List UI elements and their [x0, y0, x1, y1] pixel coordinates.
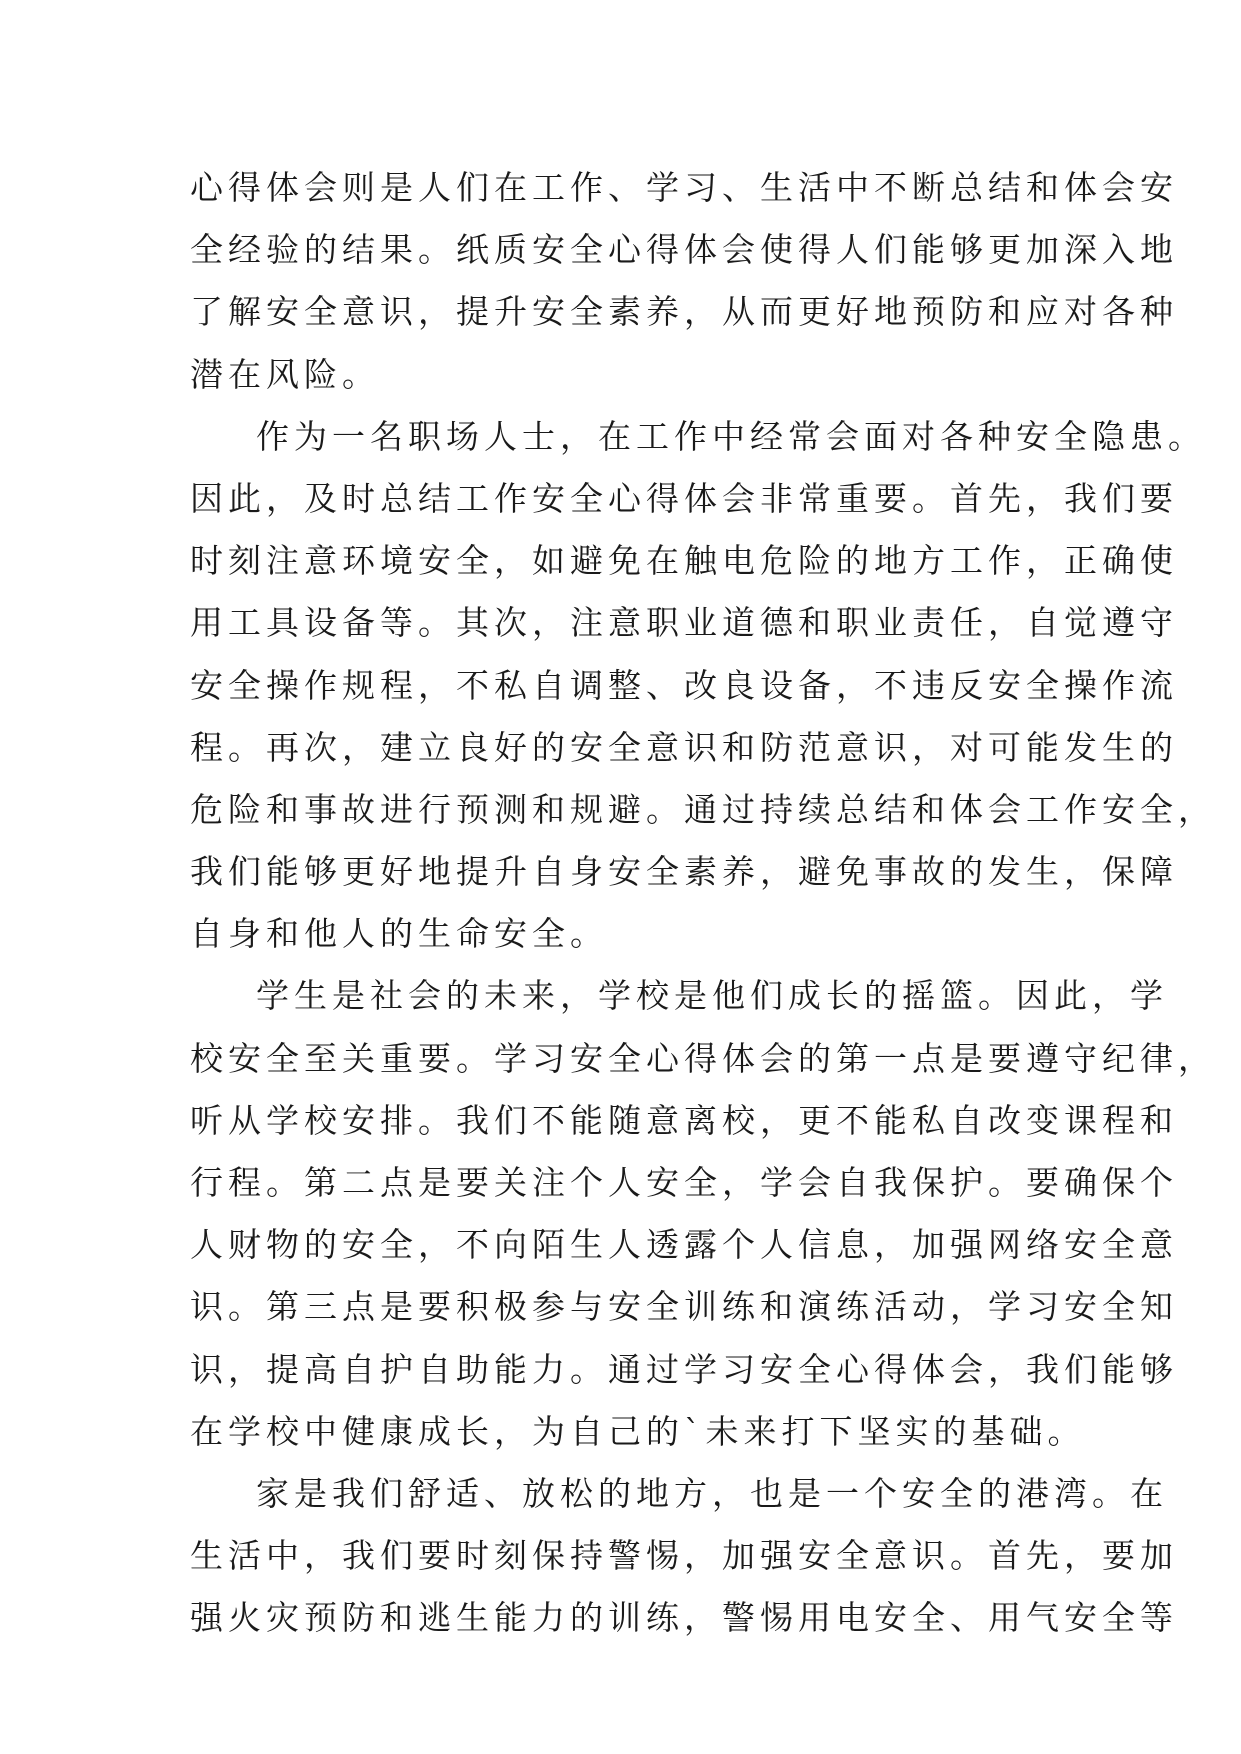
paragraph-start-line: 家是我们舒适、放松的地方，也是一个安全的港湾。在 [256, 1473, 1168, 1513]
paragraph-start-line: 作为一名职场人士，在工作中经常会面对各种安全隐患。 [256, 416, 1206, 456]
text-line: 校安全至关重要。学习安全心得体会的第一点是要遵守纪律， [190, 1038, 1216, 1078]
text-line: 人财物的安全，不向陌生人透露个人信息，加强网络安全意 [190, 1225, 1178, 1265]
text-line: 在学校中健康成长，为自己的`未来打下坚实的基础。 [190, 1411, 1086, 1451]
text-line: 全经验的结果。纸质安全心得体会使得人们能够更加深入地 [190, 230, 1178, 270]
text-line: 我们能够更好地提升自身安全素养，避免事故的发生，保障 [190, 852, 1178, 892]
document-body [190, 157, 1216, 1650]
text-line: 了解安全意识，提升安全素养，从而更好地预防和应对各种 [190, 292, 1178, 332]
paragraph-start-line: 学生是社会的未来，学校是他们成长的摇篮。因此，学 [256, 976, 1168, 1016]
text-line: 程。再次，建立良好的安全意识和防范意识，对可能发生的 [190, 727, 1178, 767]
text-line: 时刻注意环境安全，如避免在触电危险的地方工作，正确使 [190, 541, 1178, 581]
text-line: 潜在风险。 [190, 354, 380, 394]
text-line: 识，提高自护自助能力。通过学习安全心得体会，我们能够 [190, 1349, 1178, 1389]
text-line: 强火灾预防和逃生能力的训练，警惕用电安全、用气安全等 [190, 1598, 1178, 1638]
text-line: 行程。第二点是要关注个人安全，学会自我保护。要确保个 [190, 1163, 1178, 1202]
text-line: 自身和他人的生命安全。 [190, 914, 608, 954]
text-line: 安全操作规程，不私自调整、改良设备，不违反安全操作流 [190, 665, 1178, 705]
text-line: 危险和事故进行预测和规避。通过持续总结和体会工作安全， [190, 789, 1216, 829]
text-line: 心得体会则是人们在工作、学习、生活中不断总结和体会安 [190, 168, 1178, 207]
text-line: 听从学校安排。我们不能随意离校，更不能私自改变课程和 [190, 1100, 1178, 1140]
text-line: 因此，及时总结工作安全心得体会非常重要。首先，我们要 [190, 478, 1178, 518]
text-line: 生活中，我们要时刻保持警惕，加强安全意识。首先，要加 [190, 1536, 1178, 1576]
text-line: 用工具设备等。其次，注意职业道德和职业责任，自觉遵守 [190, 603, 1178, 643]
text-line: 识。第三点是要积极参与安全训练和演练活动，学习安全知 [190, 1287, 1178, 1327]
